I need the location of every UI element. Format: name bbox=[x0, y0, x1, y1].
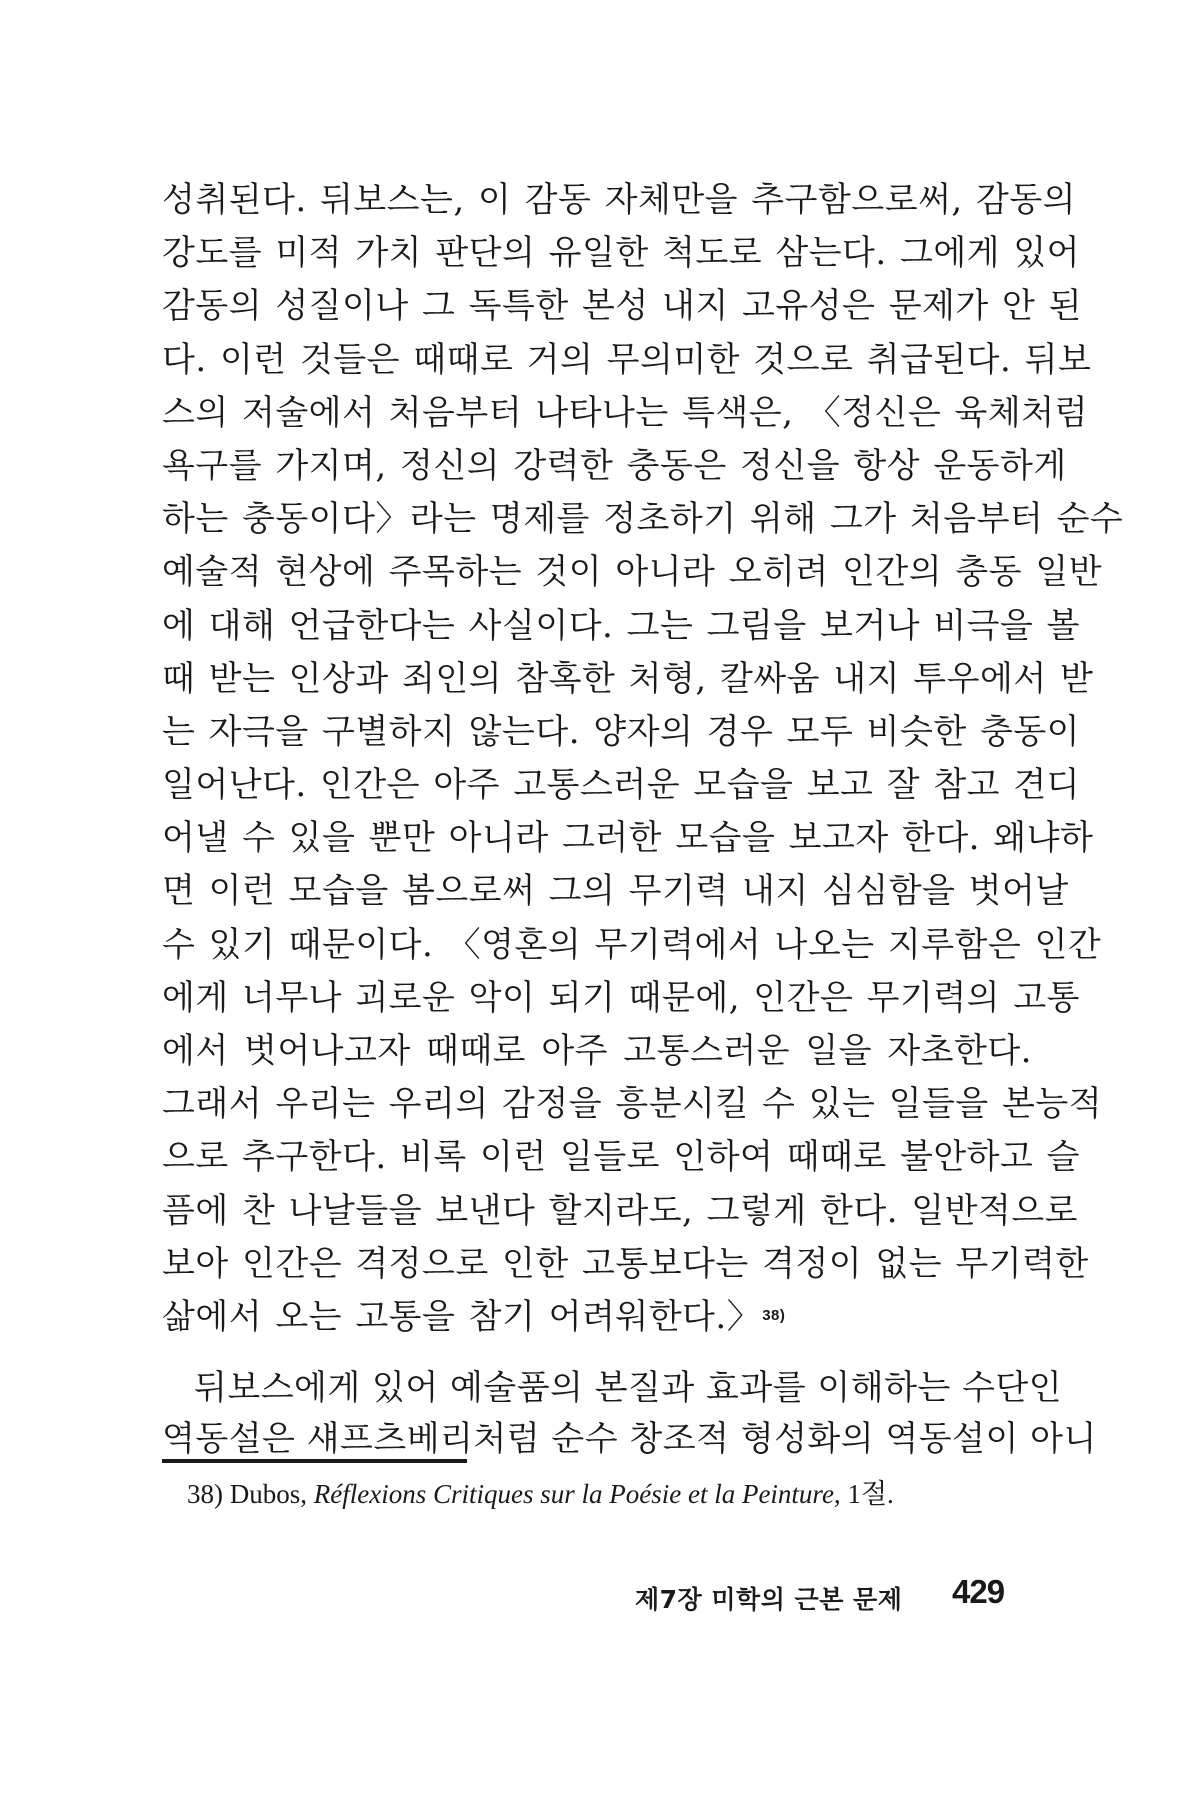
text-line: 에 대해 언급한다는 사실이다. 그는 그림을 보거나 비극을 볼 bbox=[162, 605, 1081, 646]
footnote-number: 38) bbox=[187, 1479, 223, 1509]
page-number: 429 bbox=[952, 1573, 1005, 1610]
footnote-reference[interactable]: 38) bbox=[762, 1306, 786, 1324]
text-line: 면 이런 모습을 봄으로써 그의 무기력 내지 심심함을 벗어날 bbox=[162, 871, 1069, 912]
text-line: 보아 인간은 격정으로 인한 고통보다는 격정이 없는 무기력한 bbox=[162, 1243, 1089, 1284]
footnote-divider bbox=[162, 1459, 467, 1463]
text-line: 어낼 수 있을 뿐만 아니라 그러한 모습을 보고자 한다. 왜냐하 bbox=[162, 818, 1094, 859]
text-line: 으로 추구한다. 비록 이런 일들로 인하여 때때로 불안하고 슬 bbox=[162, 1137, 1081, 1178]
running-footer: 제7장 미학의 근본 문제 bbox=[635, 1585, 903, 1614]
text-line: 다. 이런 것들은 때때로 거의 무의미한 것으로 취급된다. 뒤보 bbox=[162, 339, 1092, 380]
text-line: 감동의 성질이나 그 독특한 본성 내지 고유성은 문제가 안 된 bbox=[162, 286, 1083, 327]
text-line: 역동설은 섀프츠베리처럼 순수 창조적 형성화의 역동설이 아니 bbox=[162, 1419, 1097, 1459]
text-line: 하는 충동이다〉라는 명제를 정초하기 위해 그가 처음부터 순수 bbox=[162, 499, 1124, 540]
paragraph-2 bbox=[162, 1363, 1097, 1465]
footnote-title: Réflexions Critiques sur la Poésie et la Peinture, bbox=[313, 1479, 841, 1509]
text-line: 에서 벗어나고자 때때로 아주 고통스러운 일을 자초한다. bbox=[162, 1031, 1032, 1071]
footnote bbox=[187, 1477, 894, 1511]
text-line: 픔에 찬 나날들을 보낸다 할지라도, 그렇게 한다. 일반적으로 bbox=[162, 1190, 1079, 1231]
text-line: 예술적 현상에 주목하는 것이 아니라 오히려 인간의 충동 일반 bbox=[162, 552, 1103, 593]
text-line: 스의 저술에서 처음부터 나타나는 특색은, 〈정신은 육체처럼 bbox=[162, 392, 1088, 433]
text-line: 일어난다. 인간은 아주 고통스러운 모습을 보고 잘 참고 견디 bbox=[162, 765, 1081, 806]
text-line-last bbox=[162, 1291, 1032, 1344]
text-line: 때 받는 인상과 죄인의 참혹한 처형, 칼싸움 내지 투우에서 받 bbox=[162, 658, 1094, 699]
footnote-author: Dubos, bbox=[229, 1479, 308, 1509]
paragraph-1 bbox=[162, 174, 1124, 1344]
text-line: 에게 너무나 괴로운 악이 되기 때문에, 인간은 무기력의 고통 bbox=[162, 977, 1081, 1018]
text-line: 그래서 우리는 우리의 감정을 흥분시킬 수 있는 일들을 본능적 bbox=[162, 1084, 1103, 1125]
last-line-text: 삶에서 오는 고통을 참기 어려워한다.〉 bbox=[162, 1296, 762, 1337]
footnote-section: 1절. bbox=[847, 1479, 894, 1509]
text-line: 욕구를 가지며, 정신의 강력한 충동은 정신을 항상 운동하게 bbox=[162, 445, 1067, 486]
text-line: 강도를 미적 가치 판단의 유일한 척도로 삼는다. 그에게 있어 bbox=[162, 233, 1081, 274]
text-line: 수 있기 때문이다. 〈영혼의 무기력에서 나오는 지루함은 인간 bbox=[162, 924, 1102, 965]
text-line: 성취된다. 뒤보스는, 이 감동 자체만을 추구함으로써, 감동의 bbox=[162, 180, 1077, 220]
text-line: 는 자극을 구별하지 않는다. 양자의 경우 모두 비슷한 충동이 bbox=[162, 711, 1081, 752]
text-line: 뒤보스에게 있어 예술품의 본질과 효과를 이해하는 수단인 bbox=[194, 1368, 1063, 1408]
